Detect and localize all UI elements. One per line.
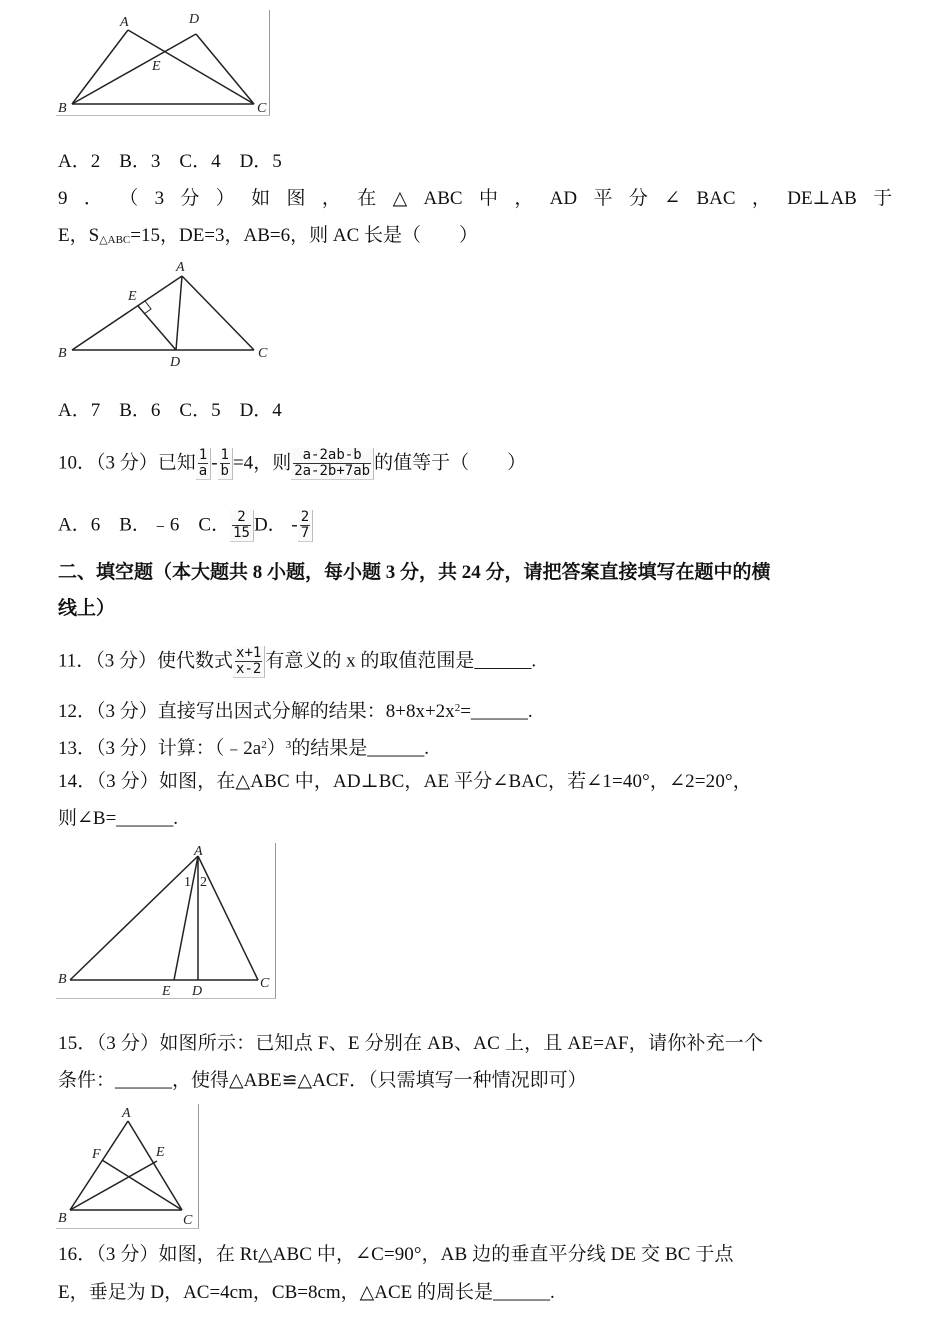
q9-line1 — [58, 187, 892, 211]
q11-frac — [233, 646, 265, 678]
q9-options: A．7 B．6 C．5 D．4 — [58, 400, 282, 421]
q15-figure — [56, 1104, 199, 1229]
q9-line1-token: ， — [751, 188, 771, 209]
q12-prefix: 12．（3 分）直接写出因式分解的结果：8+8x+2x — [58, 701, 455, 722]
q8-label-b: B — [58, 101, 67, 115]
q13-prefix: 13．（3 分）计算：（﹣2a — [58, 738, 262, 759]
q16-line2: E，垂足为 D，AC=4cm，CB=8cm，△ACE 的周长是______. — [58, 1282, 555, 1303]
q10-suffix: 的值等于（ ） — [374, 452, 527, 474]
q8-label-a: A — [120, 15, 129, 30]
q15-label-e: E — [156, 1145, 165, 1160]
q8-line-bd — [72, 34, 196, 104]
q10-optd-frac — [298, 510, 313, 542]
q10-opt-ab: A．6 B．﹣6 C． — [58, 514, 231, 536]
q14-label-1: 1 — [184, 875, 191, 890]
q13-sup1: 2 — [261, 739, 267, 751]
q9-line2-sub: △ABC — [99, 234, 131, 246]
q8-figure-svg — [56, 10, 269, 115]
q14-label-e: E — [162, 984, 171, 998]
q9-figure-svg — [56, 258, 271, 370]
q14-line-ba — [70, 856, 198, 980]
q9-label-a: A — [176, 260, 185, 275]
q14-label-c: C — [260, 976, 270, 991]
q10-optc-den: 15 — [233, 525, 250, 541]
q15-line2: 条件：______，使得△ABE≌△ACF．（只需填写一种情况即可） — [58, 1070, 587, 1091]
q9-label-b: B — [58, 346, 67, 361]
q8-options: A．2 B．3 C．4 D．5 — [58, 151, 282, 172]
q9-line1-token: 于 — [873, 188, 893, 209]
q13-suffix: 的结果是______. — [291, 738, 429, 759]
q9-line2 — [58, 224, 478, 252]
q15-line-ba — [70, 1121, 128, 1210]
q9-line2-pre: E，S — [58, 225, 100, 246]
q10-optd-label: D． — [253, 514, 287, 536]
q10-frac3-den: 2a-2b+7ab — [294, 463, 371, 479]
q14-label-a: A — [194, 844, 203, 859]
q15-label-c: C — [183, 1213, 193, 1228]
q8-figure — [56, 10, 270, 116]
q8-label-c: C — [257, 101, 267, 115]
q10-frac1-den: a — [198, 463, 208, 479]
q9-line1-token: 分 — [628, 188, 648, 209]
q10-prefix: 10．（3 分）已知 — [58, 452, 196, 474]
q10-frac1-num: 1 — [198, 447, 208, 463]
q9-line1-token: ） — [215, 188, 235, 209]
q8-line-ba — [72, 30, 128, 104]
q9-line1-token: 在 — [357, 188, 377, 209]
q13-sup2: 3 — [285, 739, 292, 751]
q10-frac2-num: 1 — [220, 447, 229, 463]
q10-mid: ，则 — [253, 452, 292, 474]
q10-eq: =4 — [232, 452, 254, 474]
q12-line — [58, 696, 533, 724]
q14-line1: 14．（3 分）如图，在△ABC 中，AD⊥BC，AE 平分∠BAC，若∠1=40°，∠2=20°， — [58, 771, 752, 792]
q14-label-b: B — [58, 972, 67, 987]
q14-label-d: D — [192, 984, 203, 998]
q11-suffix: 有意义的 x 的取值范围是______. — [265, 650, 537, 672]
q9-label-e: E — [128, 289, 137, 304]
q9-line-de — [138, 306, 176, 350]
q14-line2: 则∠B=______. — [58, 808, 179, 829]
q15-line-ac — [128, 1121, 182, 1210]
q9-label-c: C — [258, 346, 268, 361]
q9-line1-token: 平 — [593, 188, 613, 209]
q8-label-e: E — [152, 59, 161, 74]
q10-minus: - — [211, 452, 218, 474]
q14-figure-svg — [56, 843, 275, 998]
q9-line1-token: ． — [83, 188, 103, 209]
q9-line1-token: 图 — [286, 188, 306, 209]
q10-optd-neg: - — [291, 514, 298, 536]
q8-line-dc — [196, 34, 254, 104]
q9-line1-token: ， — [321, 188, 341, 209]
q9-line1-token: 分 — [180, 188, 200, 209]
q10-optd-num: 2 — [300, 509, 310, 525]
q14-figure — [56, 843, 276, 999]
q10-frac3 — [291, 448, 374, 480]
q15-label-f: F — [92, 1147, 101, 1162]
q9-line2-post: =15，DE=3，AB=6，则 AC 长是（ ） — [130, 225, 479, 246]
q14-line-ac — [198, 856, 258, 980]
q9-line1-token: ， — [514, 188, 534, 209]
q15-figure-svg — [56, 1104, 198, 1228]
q8-line-ac — [128, 30, 254, 104]
q9-line1-token: 9 — [58, 188, 68, 209]
q8-label-d: D — [189, 12, 200, 27]
q9-right-angle — [144, 301, 151, 314]
q10-frac2-den: b — [220, 463, 229, 479]
q9-line1-token: DE⊥AB — [787, 188, 857, 209]
q15-label-a: A — [122, 1106, 131, 1121]
q10-optc-frac — [230, 510, 254, 542]
section2-heading-line2: 线上） — [58, 598, 116, 619]
q9-line1-token: 3 — [154, 188, 165, 209]
q9-line1-token: 如 — [251, 188, 271, 209]
q9-line1-token: ABC — [423, 188, 463, 209]
q11-frac-den: x-2 — [236, 661, 262, 677]
q9-line-ad — [176, 276, 182, 350]
q10-line — [58, 448, 526, 480]
q16-line1: 16．（3 分）如图，在 Rt△ABC 中，∠C=90°，AB 边的垂直平分线 DE 交 BC 于点 — [58, 1244, 734, 1265]
q9-line1-token: （ — [119, 188, 139, 209]
q10-optd-den: 7 — [300, 525, 310, 541]
q10-frac2 — [218, 448, 233, 480]
q10-frac1 — [196, 448, 211, 480]
q12-sup: 2 — [454, 702, 461, 714]
q9-line-ac — [182, 276, 254, 350]
q9-line1-token: ∠ — [664, 188, 681, 209]
q9-label-d: D — [170, 355, 181, 370]
q13-mid: ） — [266, 738, 286, 759]
q10-optc-num: 2 — [232, 510, 251, 526]
q9-line1-token: AD — [549, 188, 578, 209]
q11-frac-num: x+1 — [236, 645, 262, 661]
q11-prefix: 11．（3 分）使代数式 — [58, 650, 234, 672]
q13-line — [58, 733, 429, 761]
q9-line1-token: △ — [392, 188, 408, 209]
q15-line1: 15．（3 分）如图所示：已知点 F、E 分别在 AB、AC 上，且 AE=AF，请你补充一个 — [58, 1033, 764, 1054]
q9-line1-token: BAC — [696, 188, 736, 209]
q15-label-b: B — [58, 1211, 67, 1226]
q12-suffix: =______. — [460, 701, 533, 722]
q11-line — [58, 646, 536, 678]
q9-figure — [56, 258, 271, 370]
section2-heading-line1: 二、填空题（本大题共 8 小题，每小题 3 分，共 24 分，请把答案直接填写在题中的横 — [58, 562, 771, 583]
q9-line1-token: 中 — [478, 188, 498, 209]
q10-frac3-num: a-2ab-b — [293, 448, 371, 464]
q14-label-2: 2 — [200, 875, 207, 890]
q10-options — [58, 510, 313, 542]
